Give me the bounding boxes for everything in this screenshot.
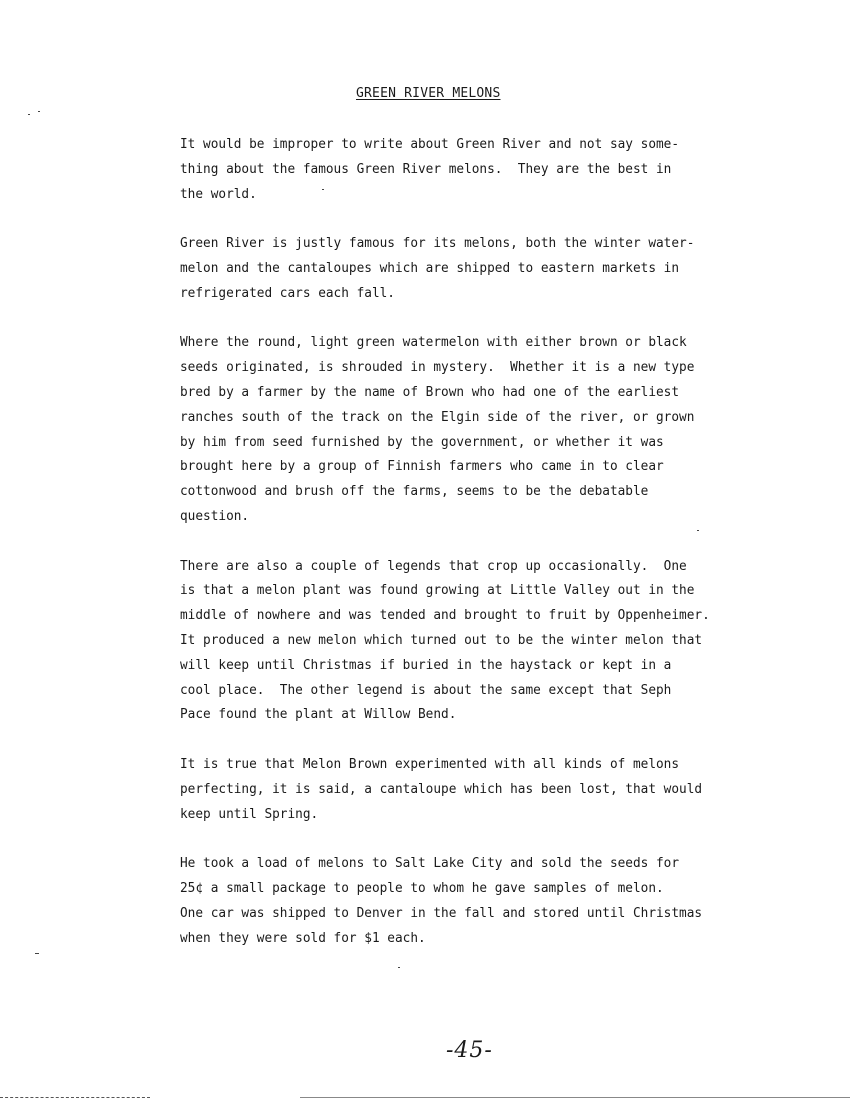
page-number: -45- <box>446 1038 493 1063</box>
text-line: middle of nowhere and was tended and brought to fruit by Oppenheimer. <box>180 608 710 624</box>
scan-speck <box>35 953 39 954</box>
text-line: brought here by a group of Finnish farmers who came in to clear <box>180 459 664 475</box>
text-line: seeds originated, is shrouded in mystery. Whether it is a new type <box>180 360 695 376</box>
page-title: GREEN RIVER MELONS <box>356 86 501 101</box>
text-line: It produced a new melon which turned out to be the winter melon that <box>180 632 703 648</box>
text-line: ranches south of the track on the Elgin side of the river, or grown <box>180 409 695 425</box>
body-text <box>180 133 780 976</box>
text-line: There are also a couple of legends that crop up occasionally. One <box>180 558 687 574</box>
paragraph <box>180 133 780 207</box>
text-line: question. <box>180 508 250 524</box>
text-line: thing about the famous Green River melons. They are the best in <box>180 161 672 177</box>
scan-speck <box>38 111 40 112</box>
paragraph <box>180 232 780 306</box>
scan-speck <box>398 967 400 968</box>
text-line: It would be improper to write about Green River and not say some- <box>180 137 680 152</box>
footer-rule-left <box>0 1097 150 1098</box>
text-line: bred by a farmer by the name of Brown who had one of the earliest <box>180 384 680 400</box>
text-line: the world. <box>180 186 257 202</box>
text-line: cool place. The other legend is about the same except that Seph <box>180 682 672 698</box>
text-line: melon and the cantaloupes which are shipped to eastern markets in <box>180 260 680 276</box>
text-line: perfecting, it is said, a cantaloupe which has been lost, that would <box>180 781 703 797</box>
text-line: Where the round, light green watermelon with either brown or black <box>180 335 687 351</box>
footer-rule-right <box>300 1097 850 1098</box>
text-line: will keep until Christmas if buried in the haystack or kept in a <box>180 657 672 673</box>
text-line: It is true that Melon Brown experimented with all kinds of melons <box>180 756 680 772</box>
text-line: when they were sold for $1 each. <box>180 930 426 946</box>
scan-speck <box>28 114 30 115</box>
text-line: refrigerated cars each fall. <box>180 285 395 301</box>
text-line: He took a load of melons to Salt Lake City and sold the seeds for <box>180 856 680 872</box>
scan-speck <box>322 189 324 190</box>
text-line: Green River is justly famous for its melons, both the winter water- <box>180 236 695 252</box>
text-line: is that a melon plant was found growing at Little Valley out in the <box>180 583 695 599</box>
paragraph <box>180 852 780 951</box>
scan-speck <box>697 530 699 531</box>
text-line: 25¢ a small package to people to whom he gave samples of melon. <box>180 880 664 896</box>
paragraph <box>180 331 780 529</box>
text-line: keep until Spring. <box>180 806 319 822</box>
text-line: cottonwood and brush off the farms, seems to be the debatable <box>180 484 649 500</box>
text-line: by him from seed furnished by the government, or whether it was <box>180 434 664 450</box>
paragraph <box>180 555 780 729</box>
paragraph <box>180 753 780 827</box>
text-line: Pace found the plant at Willow Bend. <box>180 707 457 723</box>
text-line: One car was shipped to Denver in the fall and stored until Christmas <box>180 905 703 921</box>
